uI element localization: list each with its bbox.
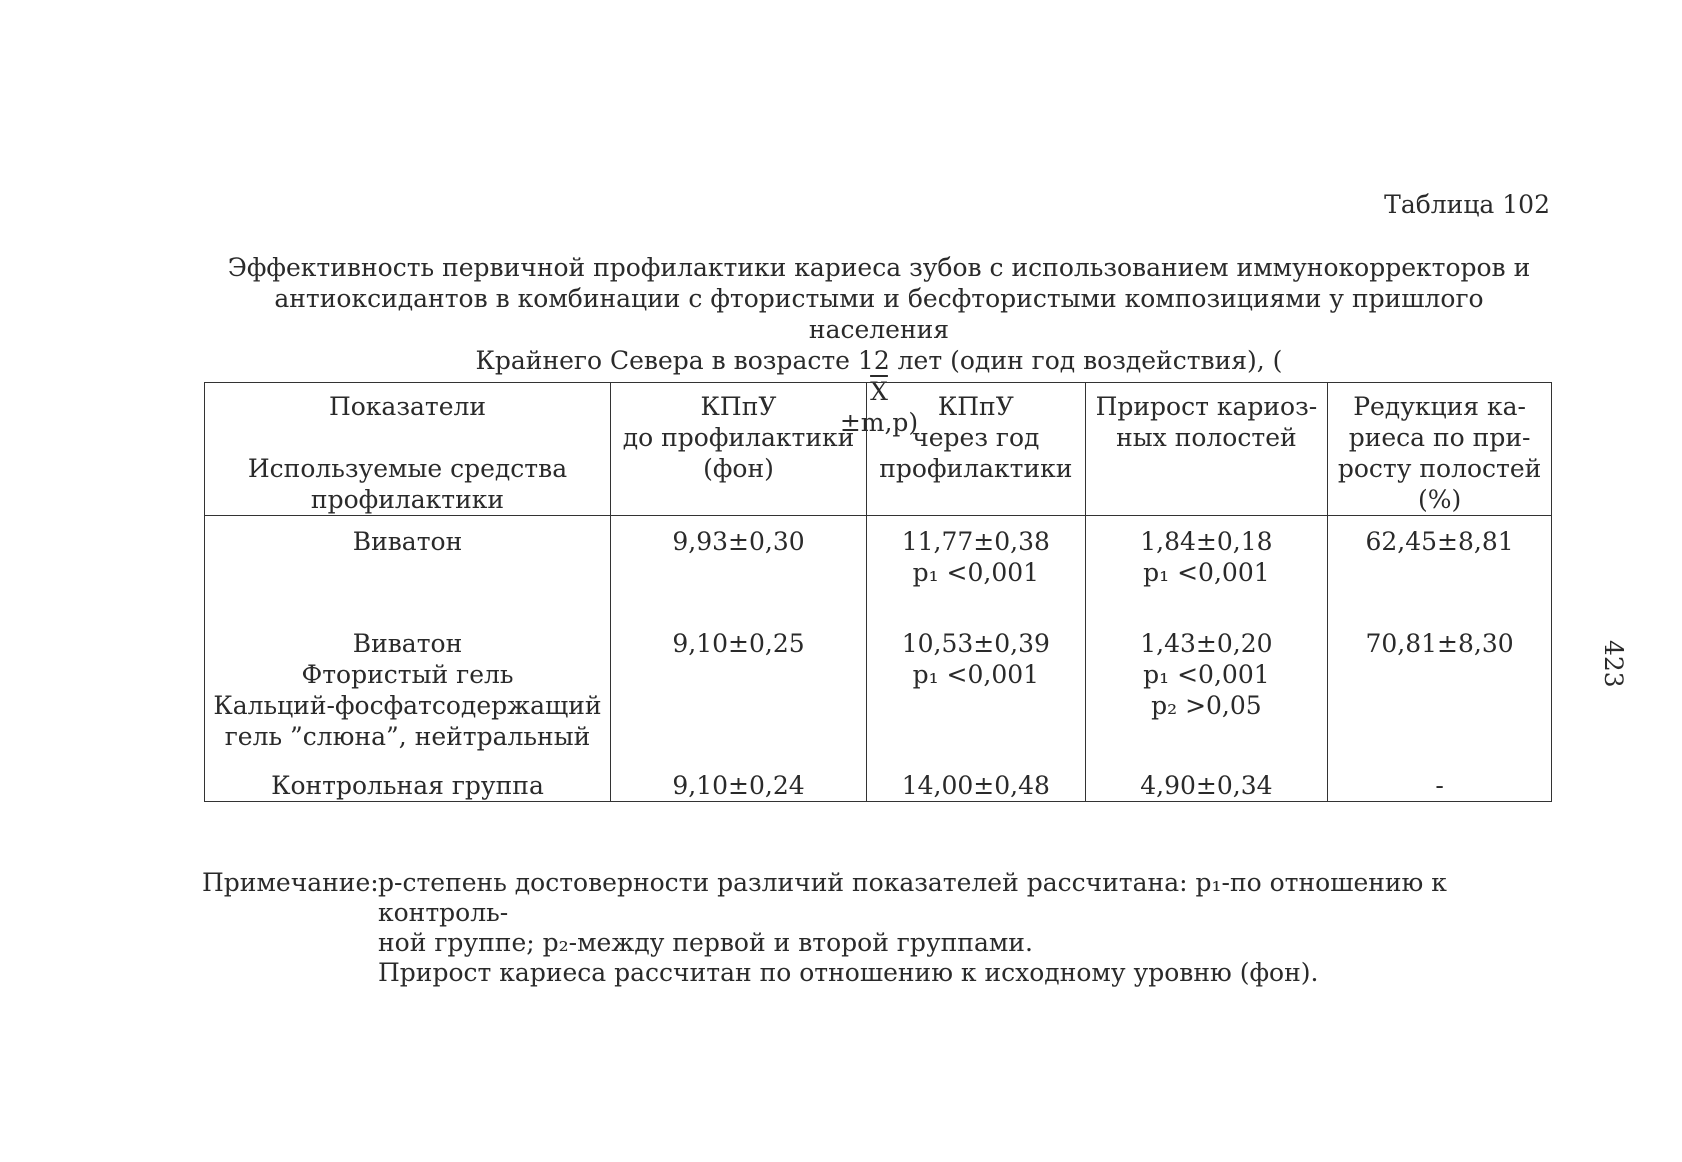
results-table <box>204 382 1552 802</box>
page-number: 423 <box>1599 640 1628 688</box>
cell-reduction: - <box>1328 766 1552 802</box>
cell-reduction: 62,45±8,81 <box>1328 516 1552 619</box>
cell-after: 10,53±0,39 p₁ <0,001 <box>867 618 1086 766</box>
cell-after: 14,00±0,48 <box>867 766 1086 802</box>
cell-growth: 4,90±0,34 <box>1085 766 1328 802</box>
note-body <box>378 868 1562 988</box>
cell-reduction: 70,81±8,30 <box>1328 618 1552 766</box>
header-caries-growth: Прирост кариоз- ных полостей <box>1085 383 1328 516</box>
header-indicators: Показатели Используемые средства профилактики <box>205 383 611 516</box>
note-line: ной группе; р₂-между первой и второй группами. <box>378 928 1033 957</box>
table-header-row <box>205 383 1552 516</box>
cell-means: Виватон Фтористый гель Кальций-фосфатсодержащий гель ”слюна”, нейтральный <box>205 618 611 766</box>
cell-before: 9,10±0,24 <box>610 766 866 802</box>
table-row <box>205 766 1552 802</box>
note-label: Примечание: <box>202 868 379 897</box>
header-caries-reduction: Редукция ка- риеса по при- росту полостей (%) <box>1328 383 1552 516</box>
table-number: Таблица 102 <box>1384 190 1550 219</box>
x-bar-symbol: $\overline{X}$ <box>870 377 888 406</box>
caption-line: антиоксидантов в комбинации с фтористыми и бесфтористыми композициями у пришлого населения <box>274 284 1484 344</box>
cell-means: Контрольная группа <box>205 766 611 802</box>
note-line: Прирост кариеса рассчитан по отношению к исходному уровню (фон). <box>378 958 1319 987</box>
table-row <box>205 618 1552 766</box>
table-row <box>205 516 1552 619</box>
header-kpu-before: КПпУ до профилактики (фон) <box>610 383 866 516</box>
cell-before: 9,93±0,30 <box>610 516 866 619</box>
caption-line: Эффективность первичной профилактики кариеса зубов с использованием иммунокорректоров и <box>227 253 1531 282</box>
header-kpu-after: КПпУ через год профилактики <box>867 383 1086 516</box>
caption-line: Крайнего Севера в возрасте 12 лет (один год воздействия), ( $\overline{X}$ ±m,p) <box>205 345 1553 438</box>
cell-means: Виватон <box>205 516 611 619</box>
cell-growth: 1,43±0,20 p₁ <0,001 p₂ >0,05 <box>1085 618 1328 766</box>
cell-after: 11,77±0,38 p₁ <0,001 <box>867 516 1086 619</box>
cell-before: 9,10±0,25 <box>610 618 866 766</box>
note-line: р-степень достоверности различий показателей рассчитана: р₁-по отношению к контроль- <box>378 868 1447 927</box>
cell-growth: 1,84±0,18 p₁ <0,001 <box>1085 516 1328 619</box>
